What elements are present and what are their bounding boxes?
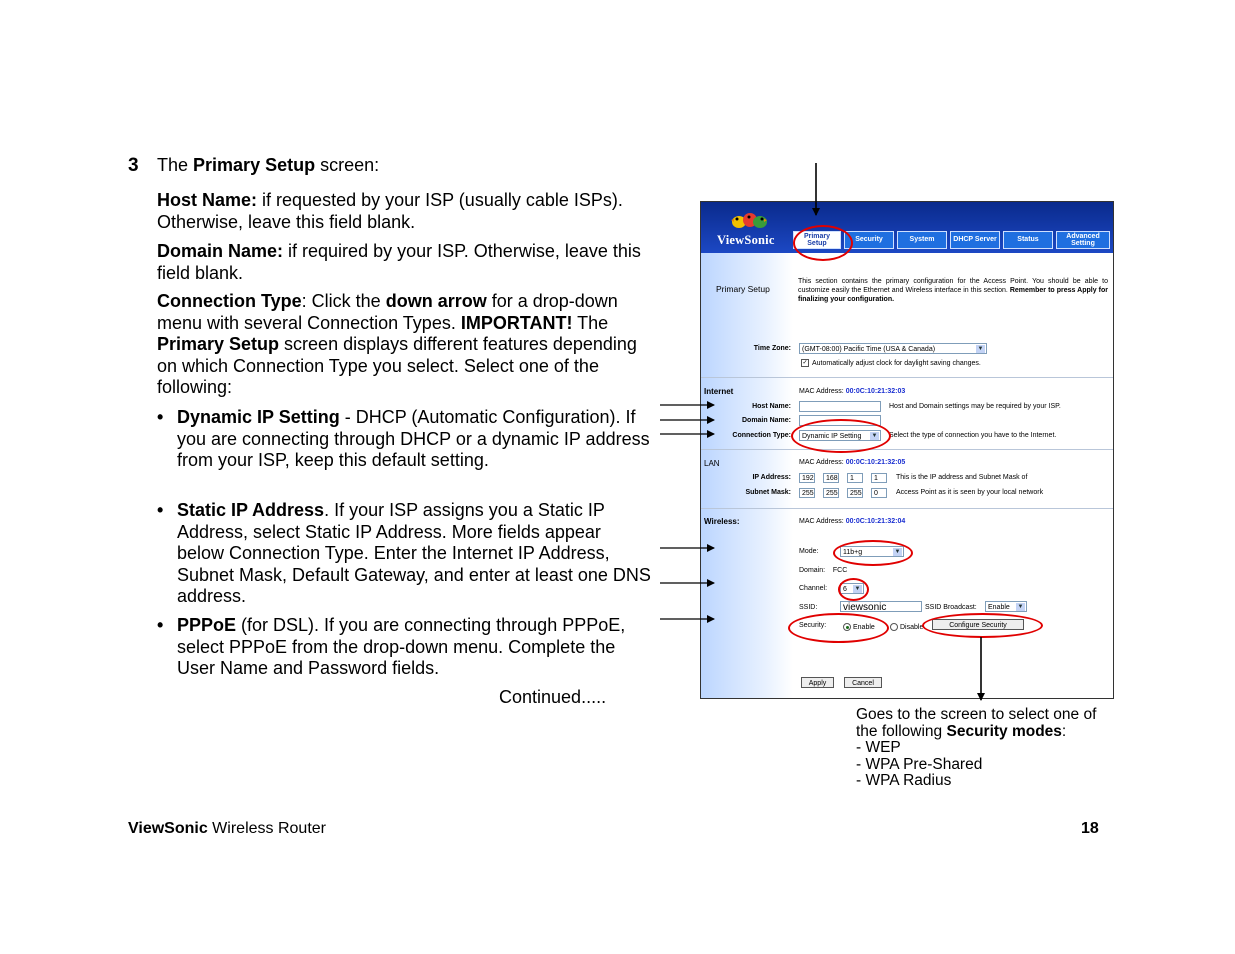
conn-text-3: The bbox=[572, 312, 609, 333]
mask-octet-1[interactable]: 255 bbox=[799, 488, 815, 498]
caption-line-1: Goes to the screen to select one of bbox=[856, 706, 1097, 723]
chevron-down-icon: ▼ bbox=[894, 549, 901, 555]
footer-product: Wireless Router bbox=[207, 820, 326, 837]
ip-octet-2[interactable]: 168 bbox=[823, 473, 839, 483]
mac-value: 00:0C:10:21:32:04 bbox=[845, 518, 906, 525]
chevron-down-icon: ▼ bbox=[854, 586, 861, 592]
time-zone-value: (GMT-08:00) Pacific Time (USA & Canada) bbox=[802, 346, 936, 353]
step-number: 3 bbox=[128, 155, 139, 176]
domain-name-desc: if required by your ISP. Otherwise, leave this field blank. bbox=[157, 241, 641, 283]
ip-address-label: IP Address: bbox=[752, 474, 791, 481]
apply-button[interactable]: Apply bbox=[801, 677, 834, 688]
conn-note: Select the type of connection you have to the Internet. bbox=[889, 432, 1057, 439]
connection-type-value: Dynamic IP Setting bbox=[802, 433, 862, 440]
mode-label: Mode: bbox=[799, 548, 819, 555]
wireless-domain-value: FCC bbox=[832, 567, 848, 574]
tab-label: Security bbox=[855, 236, 883, 244]
mac-label: MAC Address: bbox=[799, 518, 844, 525]
conn-text-2: for a drop-down menu with several Connection Types. bbox=[157, 291, 618, 333]
channel-label: Channel: bbox=[799, 585, 828, 592]
ip-octet-4[interactable]: 1 bbox=[871, 473, 887, 483]
time-zone-label: Time Zone: bbox=[753, 345, 791, 352]
continued-text: Continued..... bbox=[499, 687, 607, 707]
security-label: Security: bbox=[799, 622, 827, 629]
caption-mode-wep: - WEP bbox=[856, 739, 901, 757]
chevron-down-icon: ▼ bbox=[871, 433, 878, 439]
primary-setup-heading: Primary Setup bbox=[716, 284, 770, 294]
dst-label: Automatically adjust clock for daylight saving changes. bbox=[812, 359, 981, 367]
conn-text-4: screen displays different features depending on which Connection Type you select. Select one of the following: bbox=[157, 334, 637, 397]
bullet-term: Static IP Address bbox=[177, 500, 325, 520]
domain-name-term: Domain Name: bbox=[157, 241, 284, 261]
mask-octet-3[interactable]: 255 bbox=[847, 488, 863, 498]
cancel-button[interactable]: Cancel bbox=[844, 677, 882, 688]
wireless-section-label: Wireless: bbox=[704, 517, 740, 526]
dst-checkbox[interactable]: ✓ bbox=[802, 360, 808, 366]
mode-value: 11b+g bbox=[843, 549, 863, 556]
step-title-bold: Primary Setup bbox=[193, 155, 316, 175]
chevron-down-icon: ▼ bbox=[977, 346, 984, 352]
tab-label: Status bbox=[1017, 236, 1039, 244]
internet-section-label: Internet bbox=[704, 387, 734, 396]
host-name-term: Host Name: bbox=[157, 190, 258, 210]
ssid-broadcast-label: SSID Broadcast: bbox=[925, 604, 977, 611]
mac-value: 00:0C:10:21:32:05 bbox=[845, 459, 906, 466]
connection-type-label: Connection Type: bbox=[732, 432, 791, 439]
host-name-desc: if requested by your ISP (usually cable ISPs). Otherwise, leave this field blank. bbox=[157, 190, 623, 232]
step-title-post: screen: bbox=[315, 155, 380, 175]
ssid-input[interactable]: viewsonic bbox=[840, 601, 922, 612]
bullet-desc: . If your ISP assigns you a Static IP Address, select Static IP Address. More fields appear below Connection Type. Enter the Internet IP Address, Subnet Mask, Default Gateway, and enter at least one DNS address. bbox=[177, 500, 651, 606]
host-note: Host and Domain settings may be required by your ISP. bbox=[889, 403, 1061, 410]
conn-bold-4: Primary Setup bbox=[157, 334, 280, 354]
host-name-label: Host Name: bbox=[752, 403, 791, 410]
disable-label: Disable bbox=[900, 623, 924, 631]
bullet-desc: - DHCP (Automatic Configuration). If you are connecting through DHCP or a dynamic IP address from your ISP, keep this default setting. bbox=[177, 407, 650, 470]
chevron-down-icon: ▼ bbox=[1017, 604, 1024, 610]
ssid-broadcast-value: Enable bbox=[988, 604, 1010, 611]
ip-octet-1[interactable]: 192 bbox=[799, 473, 815, 483]
bullet-term: Dynamic IP Setting bbox=[177, 407, 340, 427]
connection-type-term: Connection Type bbox=[157, 291, 302, 311]
lan-note-2: Access Point as it is seen by your local network bbox=[896, 489, 1044, 496]
tab-label: Primary Setup bbox=[803, 232, 831, 247]
domain-name-label: Domain Name: bbox=[741, 417, 791, 424]
bullet-dot: • bbox=[157, 500, 164, 520]
lan-note-1: This is the IP address and Subnet Mask of bbox=[896, 474, 1028, 481]
step-title-pre: The bbox=[157, 155, 194, 175]
caption-mode-wpa-psk: - WPA Pre-Shared bbox=[856, 755, 983, 773]
channel-value: 6 bbox=[843, 586, 847, 593]
page-number: 18 bbox=[1081, 820, 1099, 837]
subnet-mask-label: Subnet Mask: bbox=[745, 489, 791, 496]
bullet-desc: (for DSL). If you are connecting through PPPoE, select PPPoE from the drop-down menu. Complete the User Name and Password fields. bbox=[177, 615, 626, 678]
tab-label: Advanced Setting bbox=[1066, 232, 1100, 247]
intro-text-bold: Remember to press Apply for finalizing your configuration. bbox=[798, 287, 1108, 303]
caption-line-2-post: : bbox=[1061, 722, 1067, 740]
conn-text-1: : Click the bbox=[301, 291, 386, 311]
caption-line-2-bold: Security modes bbox=[946, 722, 1062, 740]
mac-label: MAC Address: bbox=[799, 388, 844, 395]
conn-bold-3: IMPORTANT! bbox=[460, 312, 573, 333]
ip-octet-3[interactable]: 1 bbox=[847, 473, 863, 483]
mask-octet-2[interactable]: 255 bbox=[823, 488, 839, 498]
bullet-dot: • bbox=[157, 407, 164, 427]
enable-label: Enable bbox=[853, 623, 875, 631]
viewsonic-logo-text: ViewSonic bbox=[717, 233, 775, 247]
caption-line-2-pre: the following bbox=[856, 722, 947, 740]
ssid-label: SSID: bbox=[799, 604, 818, 611]
lan-section-label: LAN bbox=[704, 459, 720, 468]
wireless-domain-label: Domain: bbox=[799, 567, 826, 574]
footer-brand-name: ViewSonic bbox=[128, 820, 208, 837]
caption-mode-wpa-radius: - WPA Radius bbox=[856, 772, 952, 790]
mac-label: MAC Address: bbox=[799, 459, 844, 466]
intro-text-body: This section contains the primary configuration for the Access Point. You should be able to customize easily the Ethernet and Wireless interface in this section. bbox=[798, 278, 1108, 294]
tab-label: System bbox=[909, 236, 935, 244]
bullet-term: PPPoE bbox=[177, 615, 237, 635]
conn-bold-2: down arrow bbox=[385, 291, 487, 311]
bullet-dot: • bbox=[157, 615, 164, 635]
mask-octet-4[interactable]: 0 bbox=[871, 488, 887, 498]
configure-security-button[interactable]: Configure Security bbox=[932, 619, 1024, 630]
mac-value: 00:0C:10:21:32:03 bbox=[845, 388, 906, 395]
tab-label: DHCP Server bbox=[953, 236, 997, 244]
